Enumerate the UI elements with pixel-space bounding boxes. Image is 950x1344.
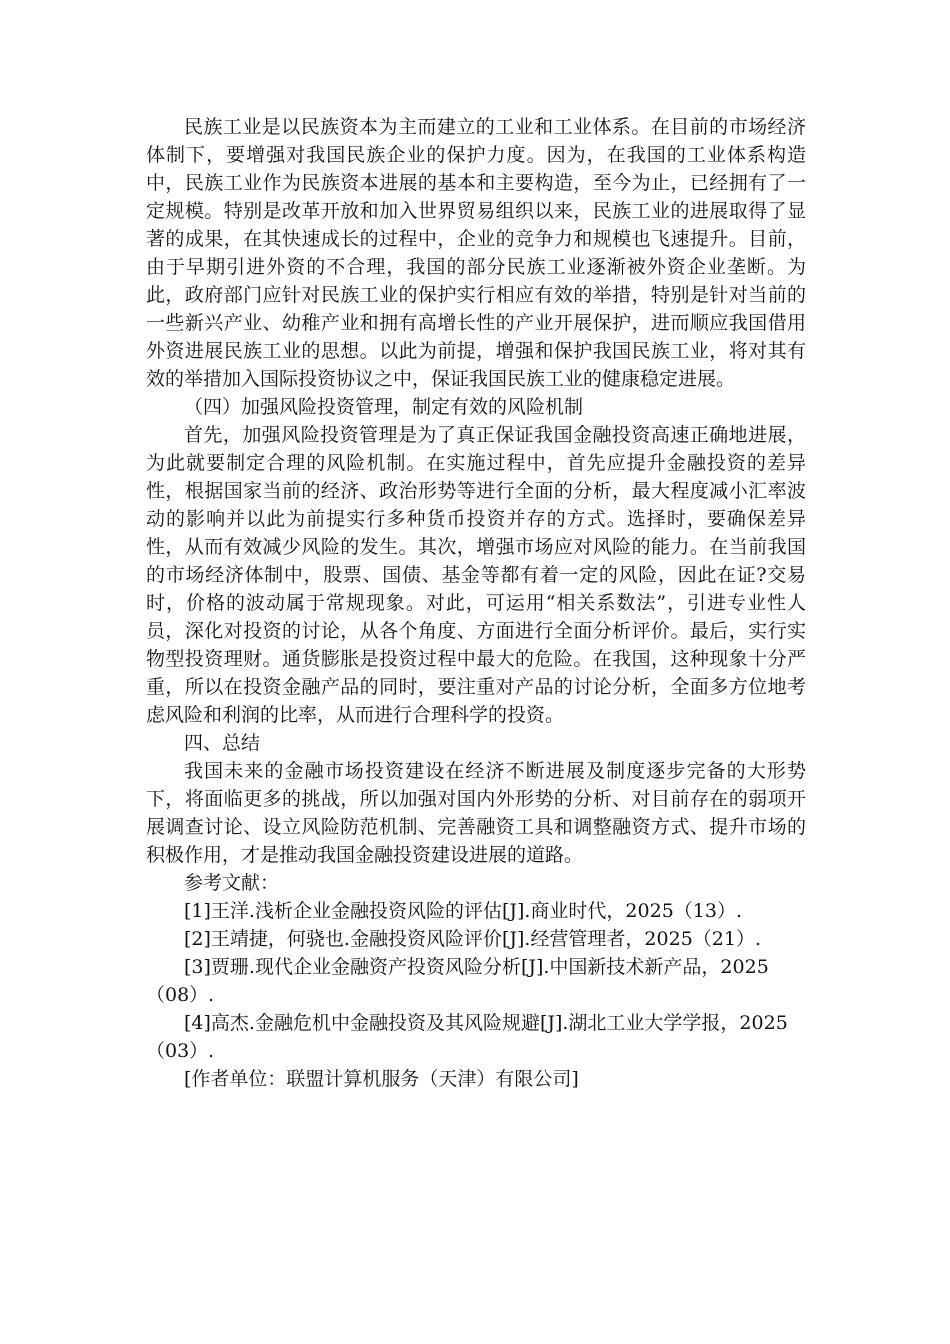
reference-item: [3]贾珊.现代企业金融资产投资风险分析[J].中国新技术新产品，2025（08）. <box>146 956 769 1006</box>
paragraph-risk-management: 首先，加强风险投资管理是为了真正保证我国金融投资高速正确地进展，为此就要制定合理的风险机制。在实施过程中，首先应提升金融投资的差异性，根据国家当前的经济、政治形势等进行全面的分析，最大程度减小汇率波动的影响并以此为前提实行多种货币投资并存的方式。选择时，要确保差异性，从而有效减少风险的发生。其次，增强市场应对风险的能力。在当前我国的市场经济体制中，股票、国债、基金等都有着一定的风险，因此在证?交易时，价格的波动属于常规现象。对此，可运用“相关系数法”，引进专业性人员，深化对投资的讨论，从各个角度、方面进行全面分析评价。最后，实行实物型投资理财。通货膨胀是投资过程中最大的危险。在我国，这种现象十分严重，所以在投资金融产品的同时，要注重对产品的讨论分析，全面多方位地考虑风险和利润的比率，从而进行合理科学的投资。 <box>146 424 806 726</box>
references-heading: 参考文献： <box>184 872 280 894</box>
document-body <box>146 113 806 1093</box>
author-unit: [作者单位：联盟计算机服务（天津）有限公司] <box>184 1068 579 1090</box>
section-heading-risk-management: （四）加强风险投资管理，制定有效的风险机制 <box>184 396 584 418</box>
paragraph-summary: 我国未来的金融市场投资建设在经济不断进展及制度逐步完备的大形势下，将面临更多的挑战，所以加强对国内外形势的分析、对目前存在的弱项开展调查讨论、设立风险防范机制、完善融资工具和调整融资方式、提升市场的积极作用，才是推动我国金融投资建设进展的道路。 <box>146 760 806 866</box>
reference-item: [1]王洋.浅析企业金融投资风险的评估[J].商业时代，2025（13）. <box>184 900 743 922</box>
section-heading-summary: 四、总结 <box>184 732 261 754</box>
reference-item: [2]王靖捷，何骁也.金融投资风险评价[J].经营管理者，2025（21）. <box>184 928 762 950</box>
reference-item: [4]高杰.金融危机中金融投资及其风险规避[J].湖北工业大学学报，2025（03）. <box>146 1012 788 1062</box>
paragraph-national-industry: 民族工业是以民族资本为主而建立的工业和工业体系。在目前的市场经济体制下，要增强对我国民族企业的保护力度。因为，在我国的工业体系构造中，民族工业作为民族资本进展的基本和主要构造，至今为止，已经拥有了一定规模。特别是改革开放和加入世界贸易组织以来，民族工业的进展取得了显著的成果，在其快速成长的过程中，企业的竞争力和规模也飞速提升。目前，由于早期引进外资的不合理，我国的部分民族工业逐渐被外资企业垄断。为此，政府部门应针对民族工业的保护实行相应有效的举措，特别是针对当前的一些新兴产业、幼稚产业和拥有高增长性的产业开展保护，进而顺应我国借用外资进展民族工业的思想。以此为前提，增强和保护我国民族工业，将对其有效的举措加入国际投资协议之中，保证我国民族工业的健康稳定进展。 <box>146 116 806 390</box>
